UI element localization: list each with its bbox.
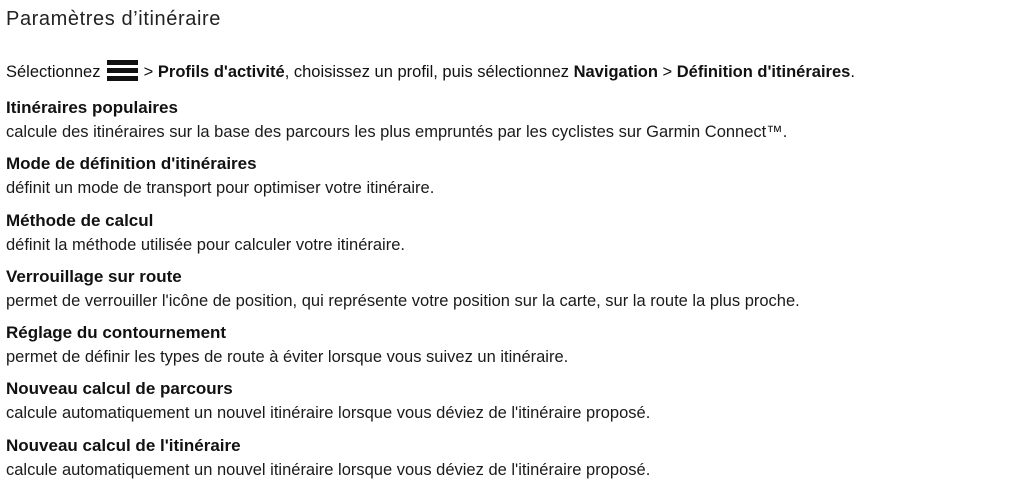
intro-routing-label: Définition d'itinéraires (676, 63, 851, 81)
intro-mid-text: , choisissez un profil, puis sélectionnez (284, 63, 574, 81)
intro-separator-2: > (657, 63, 677, 81)
intro-navigation-label: Navigation (573, 63, 658, 81)
setting-description: définit la méthode utilisée pour calculer votre itinéraire. (6, 235, 405, 254)
setting-term: Verrouillage sur route (6, 266, 182, 286)
setting-item (6, 96, 800, 152)
hamburger-menu-icon (107, 60, 138, 81)
intro-separator-1: > (139, 63, 158, 81)
page-title: Paramètres d’itinéraire (6, 8, 221, 30)
setting-item (6, 152, 800, 208)
setting-item (6, 434, 800, 490)
setting-item (6, 321, 800, 377)
setting-description: calcule des itinéraires sur la base des parcours les plus empruntés par les cyclistes sur Garmin Connect™. (6, 123, 788, 141)
setting-description: calcule automatiquement un nouvel itinéraire lorsque vous déviez de l'itinéraire proposé. (6, 404, 651, 423)
setting-item (6, 265, 800, 321)
intro-select-text: Sélectionnez (6, 63, 106, 81)
setting-description: calcule automatiquement un nouvel itinéraire lorsque vous déviez de l'itinéraire proposé. (6, 460, 651, 479)
settings-list (6, 96, 800, 490)
setting-term: Mode de définition d'itinéraires (6, 154, 257, 174)
setting-term: Méthode de calcul (6, 210, 154, 230)
setting-description: permet de verrouiller l'icône de position, qui représente votre position sur la carte, sur la route la plus proche. (6, 291, 800, 310)
setting-item (6, 377, 800, 433)
setting-term: Réglage du contournement (6, 323, 227, 343)
setting-term: Nouveau calcul de l'itinéraire (6, 435, 241, 455)
intro-instruction (6, 60, 855, 82)
setting-description: permet de définir les types de route à éviter lorsque vous suivez un itinéraire. (6, 348, 569, 367)
intro-end: . (850, 63, 855, 81)
setting-term: Itinéraires populaires (6, 98, 178, 117)
setting-item (6, 209, 800, 265)
setting-term: Nouveau calcul de parcours (6, 379, 233, 399)
setting-description: définit un mode de transport pour optimiser votre itinéraire. (6, 179, 435, 198)
intro-profiles-label: Profils d'activité (157, 63, 285, 81)
